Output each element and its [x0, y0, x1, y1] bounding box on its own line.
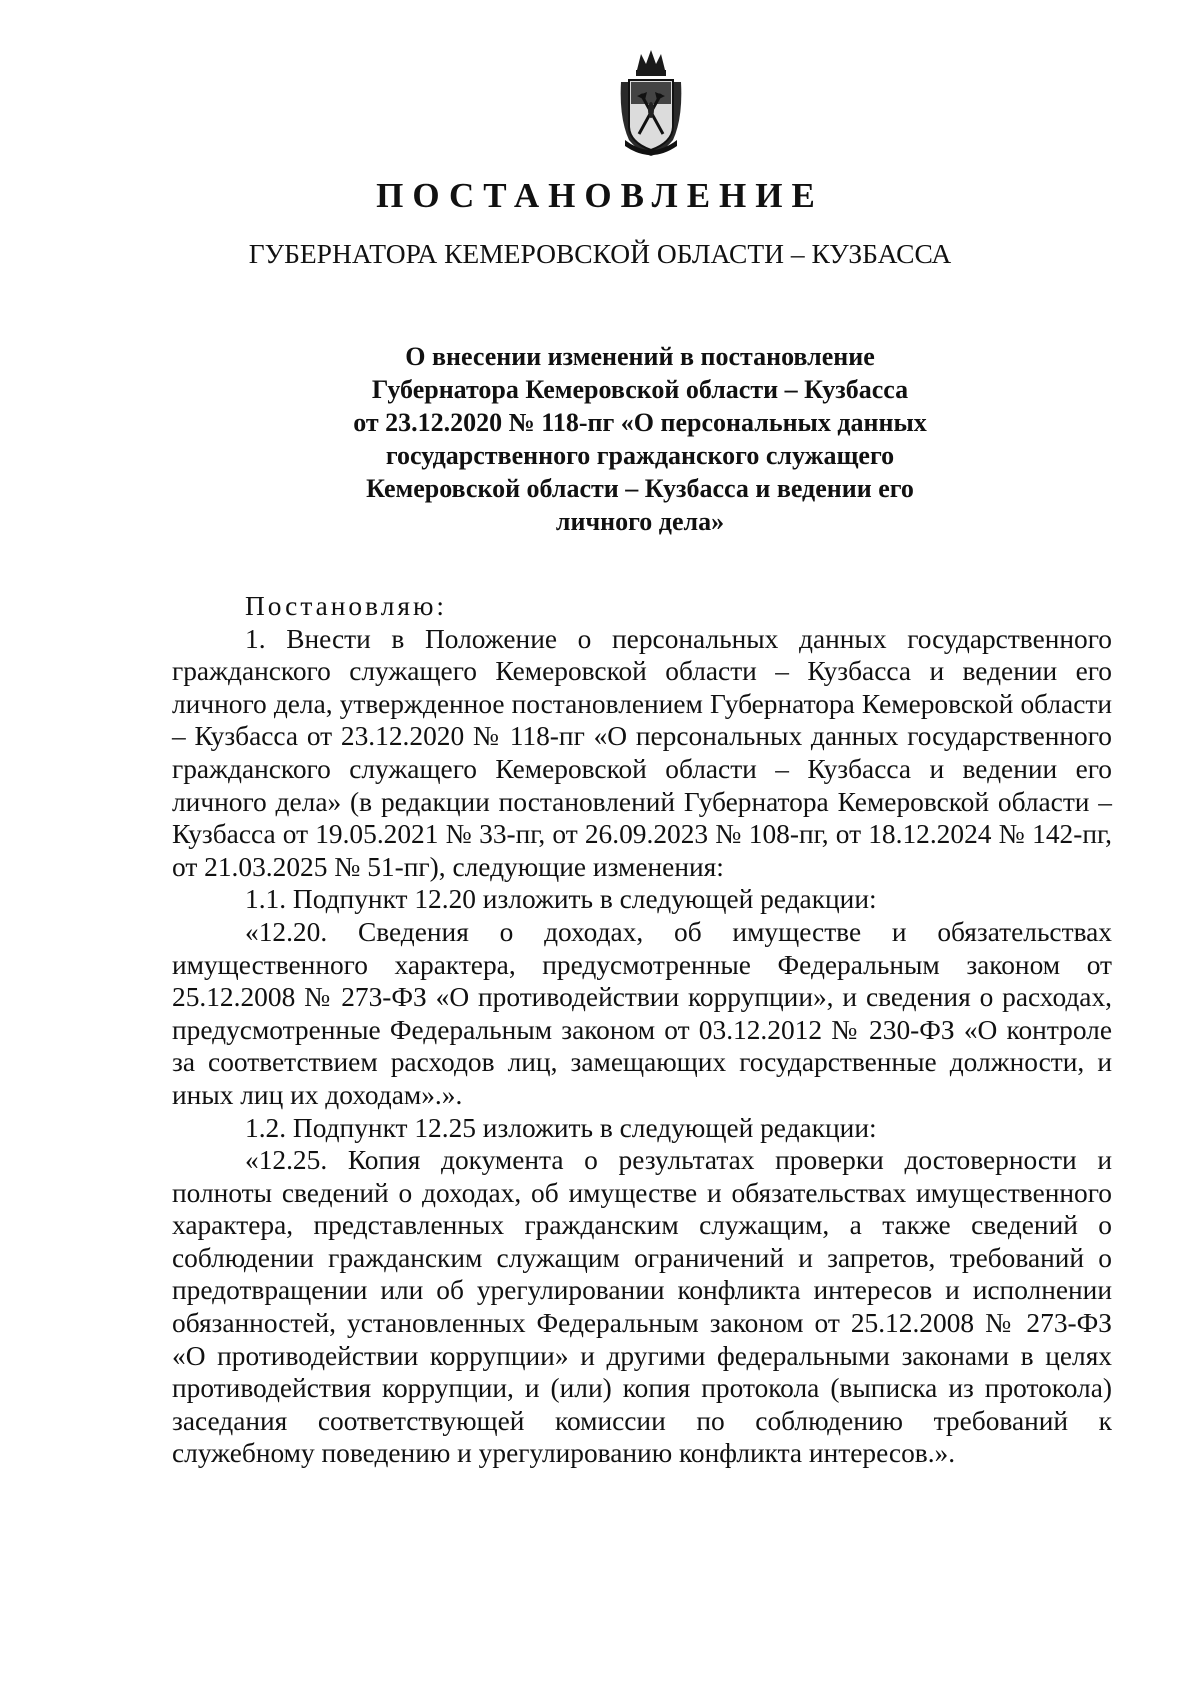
title-line: Губернатора Кемеровской области – Кузбасса: [371, 375, 909, 404]
title-line: О внесении изменений в постановление: [405, 342, 875, 371]
body-paragraph: «12.20. Сведения о доходах, об имуществе и обязательствах имущественного характера, предусмотренные Федеральным законом от 25.12.2008 № 273-ФЗ «О противодействии коррупции», и сведения о расходах, предусмотренные Федеральным законом от 03.12.2012 № 230-ФЗ «О контроле за соответствием расходов лиц, замещающих государственные должности, и иных лиц их доходам».».: [172, 916, 1112, 1110]
title-line: государственного гражданского служащего: [385, 441, 895, 470]
document-title: [300, 340, 980, 538]
title-line: личного дела»: [555, 507, 725, 536]
document-body: [172, 590, 1112, 1470]
title-line: от 23.12.2020 № 118-пг «О персональных данных: [353, 408, 927, 437]
body-paragraph: 1.2. Подпункт 12.25 изложить в следующей редакции:: [245, 1112, 877, 1143]
coat-of-arms-icon: [615, 48, 687, 158]
body-paragraph: 1. Внести в Положение о персональных данных государственного гражданского служащего Кемеровской области – Кузбасса и ведении его личного дела, утвержденное постановлением Губернатора Кемеровской области – Кузбасса от 23.12.2020 № 118-пг «О персональных данных государственного гражданского служащего Кемеровской области – Кузбасса и ведении его личного дела» (в редакции постановлений Губернатора Кемеровской области – Кузбасса от 19.05.2021 № 33-пг, от 26.09.2023 № 108-пг, от 18.12.2024 № 142-пг, от 21.03.2025 № 51-пг), следующие изменения:: [172, 623, 1112, 882]
title-line: Кемеровской области – Кузбасса и ведении его: [366, 474, 914, 503]
document-type-heading: ПОСТАНОВЛЕНИЕ: [376, 176, 824, 215]
resolve-statement: Постановляю:: [245, 591, 448, 621]
body-paragraph: «12.25. Копия документа о результатах проверки достоверности и полноты сведений о доходах, об имуществе и обязательствах имущественного характера, представленных гражданским служащим, а также сведений о соблюдении гражданским служащим ограничений и запретов, требований о предотвращении или об урегулировании конфликта интересов и исполнении обязанностей, установленных Федеральным законом от 25.12.2008 № 273-ФЗ «О противодействии коррупции» и другими федеральными законами в целях противодействия коррупции, и (или) копия протокола (выписка из протокола) заседания соответствующей комиссии по соблюдению требований к служебному поведению и урегулированию конфликта интересов.».: [172, 1145, 1112, 1469]
body-paragraph: 1.1. Подпункт 12.20 изложить в следующей редакции:: [245, 884, 877, 915]
issuer-heading: ГУБЕРНАТОРА КЕМЕРОВСКОЙ ОБЛАСТИ – КУЗБАССА: [248, 238, 952, 269]
